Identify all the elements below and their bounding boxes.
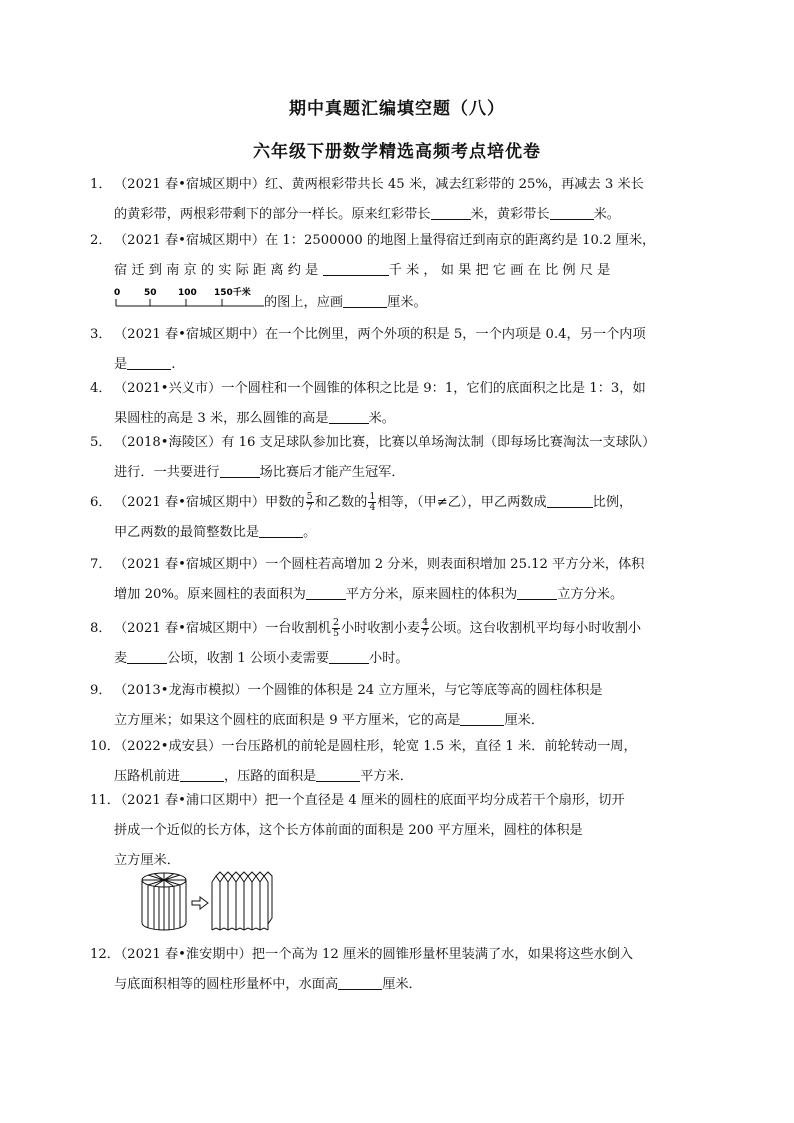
question-text: 甲乙两数的最简整数比是 (114, 525, 260, 540)
cylinder-to-cuboid-figure (140, 870, 290, 932)
question-text: （2021 春•宿城区期中）红、黄两根彩带共长 45 米，减去红彩带的 25%，再减去 3 米长 (114, 177, 644, 192)
question-text: 立方厘米． (114, 853, 180, 868)
question-text: （2021 春•宿城区期中）一个圆柱若高增加 2 分米，则表面积增加 25.12 平方分米，体积 (114, 557, 645, 572)
answer-blank[interactable] (338, 975, 382, 990)
answer-blank[interactable] (517, 585, 557, 600)
page-title: 期中真题汇编填空题（八） (289, 99, 505, 119)
question-7 (90, 550, 686, 610)
question-text: 果圆柱的高是 3 米，那么圆锥的高是 (114, 411, 329, 426)
answer-blank[interactable] (431, 205, 471, 220)
question-text: 平方米． (360, 769, 413, 784)
question-number: 9． (90, 683, 112, 698)
question-text: 与底面积相等的圆柱形量杯中，水面高 (114, 977, 339, 992)
answer-blank[interactable] (180, 767, 224, 782)
scale-bar-icon (114, 286, 264, 310)
answer-blank[interactable] (329, 409, 369, 424)
question-text: 立方厘米；如果这个圆柱的底面积是 9 平方厘米，它的高是 (114, 713, 461, 728)
question-text: 的图上，应画 (264, 295, 344, 310)
question-text: 立方分米。 (557, 587, 624, 602)
answer-blank[interactable] (306, 585, 346, 600)
svg-text:150千米: 150千米 (214, 288, 251, 298)
question-text: （2022•成安县）一台压路机的前轮是圆柱形，轮宽 1.5 米，直径 1 米．前轮转动一周， (114, 739, 637, 754)
question-text: 场比赛后才能产生冠军． (259, 465, 405, 480)
answer-blank[interactable] (547, 493, 593, 508)
cuboid-icon (212, 872, 272, 930)
answer-blank[interactable] (316, 767, 360, 782)
question-text: 。 (303, 525, 317, 540)
answer-blank[interactable] (343, 293, 387, 308)
question-11 (90, 786, 686, 876)
question-number: 11． (90, 793, 120, 808)
question-6 (90, 488, 686, 548)
question-text: 公顷。这台收割机平均每小时收割小 (430, 621, 642, 636)
question-2 (90, 226, 686, 318)
question-text: 千 米 ， 如 果 把 它 画 在 比 例 尺 是 (388, 263, 611, 278)
question-text: 的黄彩带，两根彩带剩下的部分一样长。原来红彩带长 (114, 207, 431, 222)
question-text: . (171, 357, 176, 372)
question-text: 小时。 (369, 651, 409, 666)
question-4 (90, 374, 686, 434)
question-number: 7． (90, 557, 112, 572)
answer-blank[interactable] (329, 649, 369, 664)
answer-blank[interactable] (220, 463, 260, 478)
question-text: 进行．一共要进行 (114, 465, 220, 480)
question-5 (90, 428, 686, 488)
question-3 (90, 320, 686, 380)
arrow-right-icon (192, 897, 208, 909)
question-text: （2021 春•宿城区期中）在一个比例里，两个外项的积是 5，一个内项是 0.4，另一个内项 (114, 327, 646, 342)
question-text: （2021 春•宿城区期中）在 1：2500000 的地图上量得宿迁到南京的距离约是 10.2 厘米， (114, 233, 656, 248)
answer-blank[interactable] (259, 523, 303, 538)
question-number: 2． (90, 233, 112, 248)
svg-text:50: 50 (144, 288, 157, 298)
question-text: 厘米。 (387, 295, 427, 310)
question-text: 平方分米，原来圆柱的体积为 (345, 587, 518, 602)
svg-text:100: 100 (178, 288, 197, 298)
answer-blank[interactable] (127, 649, 167, 664)
question-12 (90, 940, 686, 1000)
question-text: 厘米． (382, 977, 422, 992)
question-number: 5． (90, 435, 112, 450)
question-text: 米。 (368, 411, 395, 426)
question-text: 公顷，收割 1 公顷小麦需要 (167, 651, 330, 666)
question-number: 4． (90, 381, 112, 396)
question-text: 米，黄彩带长 (470, 207, 550, 222)
question-text: （2021 春•宿城区期中）甲数的 (114, 495, 305, 510)
question-10 (90, 732, 686, 792)
question-number: 6． (90, 495, 112, 510)
cylinder-icon (142, 873, 186, 930)
question-number: 10． (90, 739, 120, 754)
question-text: 厘米． (504, 713, 545, 728)
fraction: $\frac{1}{4}$ (369, 491, 376, 513)
question-text: 小时收割小麦 (340, 621, 421, 636)
question-text: 压路机前进 (114, 769, 180, 784)
question-text: （2013•龙海市模拟）一个圆锥的体积是 24 立方厘米，与它等底等高的圆柱体积是 (114, 683, 603, 698)
question-text: 米。 (593, 207, 620, 222)
question-text: 比例， (592, 495, 633, 510)
question-text: 和乙数的 (314, 495, 368, 510)
question-9 (90, 676, 686, 736)
question-text: 宿 迁 到 南 京 的 实 际 距 离 约 是 (114, 263, 319, 278)
answer-blank[interactable] (127, 355, 171, 370)
question-text: （2021 春•浦口区期中）把一个直径是 4 厘米的圆柱的底面平均分成若干个扇形，切开 (114, 793, 625, 808)
answer-blank[interactable] (323, 261, 389, 276)
question-number: 1． (90, 177, 112, 192)
question-number: 3． (90, 327, 112, 342)
question-text: 是 (114, 357, 128, 372)
answer-blank[interactable] (550, 205, 594, 220)
question-text: （2021 春•淮安期中）把一个高为 12 厘米的圆锥形量杯里装满了水，如果将这些水倒入 (114, 947, 634, 962)
answer-blank[interactable] (460, 711, 504, 726)
question-text: （2021•兴义市）一个圆柱和一个圆锥的体积之比是 9：1，它们的底面积之比是 1：3，如 (114, 381, 646, 396)
fraction: $\frac{5}{7}$ (306, 491, 313, 513)
page-subtitle: 六年级下册数学精选高频考点培优卷 (253, 142, 541, 162)
fraction: $\frac{2}{5}$ (332, 617, 339, 639)
question-1 (90, 170, 686, 230)
fraction: $\frac{4}{7}$ (422, 617, 429, 639)
svg-text:0: 0 (114, 288, 121, 298)
question-number: 8． (90, 621, 112, 636)
question-text: （2021 春•宿城区期中）一台收割机 (114, 621, 331, 636)
question-text: （2018•海陵区）有 16 支足球队参加比赛，比赛以单场淘汰制（即每场比赛淘汰一支球队） (114, 435, 656, 450)
question-8 (90, 614, 686, 674)
question-text: ，压路的面积是 (223, 769, 317, 784)
question-text: 拼成一个近似的长方体，这个长方体前面的面积是 200 平方厘米，圆柱的体积是 (114, 823, 583, 838)
question-number: 12． (90, 947, 120, 962)
question-text: 相等，（甲≠乙），甲乙两数成 (377, 495, 547, 510)
question-text: 麦 (114, 651, 128, 666)
question-text: 增加 20%。原来圆柱的表面积为 (114, 587, 306, 602)
